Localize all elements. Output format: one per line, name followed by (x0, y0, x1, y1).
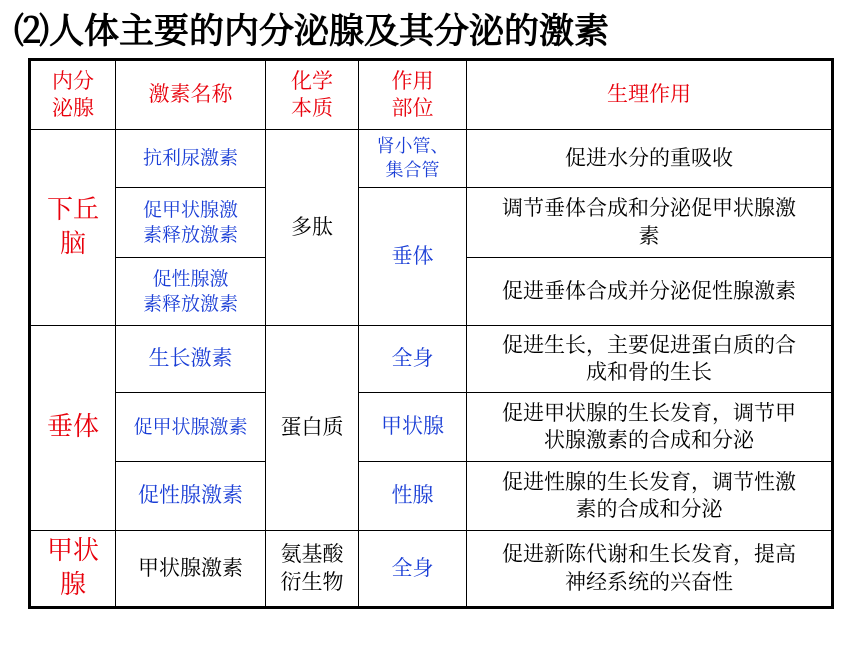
physiological-function: 促进生长，主要促进蛋白质的合 成和骨的生长 (467, 326, 833, 393)
header-target: 作用 部位 (359, 60, 467, 130)
table-row (30, 326, 833, 393)
header-gland: 内分 泌腺 (30, 60, 116, 130)
table-row (30, 393, 833, 462)
target-site: 性腺 (359, 462, 467, 531)
target-site: 全身 (359, 326, 467, 393)
header-function: 生理作用 (467, 60, 833, 130)
hormone-name: 甲状腺激素 (116, 531, 266, 608)
physiological-function: 促进新陈代谢和生长发育，提高 神经系统的兴奋性 (467, 531, 833, 608)
target-site: 甲状腺 (359, 393, 467, 462)
page-title: ⑵人体主要的内分泌腺及其分泌的激素 (14, 12, 610, 52)
table-row (30, 188, 833, 258)
gland-hypothalamus: 下丘 脑 (30, 130, 116, 326)
hormone-name: 促甲状腺激 素释放激素 (116, 188, 266, 258)
hormone-name: 抗利尿激素 (116, 130, 266, 188)
chemical-nature: 蛋白质 (266, 326, 359, 531)
table-row (30, 130, 833, 188)
target-site: 全身 (359, 531, 467, 608)
chemical-nature: 多肽 (266, 130, 359, 326)
target-site: 肾小管、 集合管 (359, 130, 467, 188)
table-row (30, 462, 833, 531)
header-row (30, 60, 833, 130)
gland-pituitary: 垂体 (30, 326, 116, 531)
physiological-function: 促进水分的重吸收 (467, 130, 833, 188)
table-row (30, 531, 833, 608)
hormone-table (28, 58, 834, 609)
hormone-name: 生长激素 (116, 326, 266, 393)
physiological-function: 促进垂体合成并分泌促性腺激素 (467, 258, 833, 326)
target-site: 垂体 (359, 188, 467, 326)
physiological-function: 调节垂体合成和分泌促甲状腺激 素 (467, 188, 833, 258)
hormone-name: 促性腺激素 (116, 462, 266, 531)
physiological-function: 促进甲状腺的生长发育，调节甲 状腺激素的合成和分泌 (467, 393, 833, 462)
header-nature: 化学 本质 (266, 60, 359, 130)
chemical-nature: 氨基酸 衍生物 (266, 531, 359, 608)
gland-thyroid: 甲状 腺 (30, 531, 116, 608)
physiological-function: 促进性腺的生长发育，调节性激 素的合成和分泌 (467, 462, 833, 531)
header-hormone: 激素名称 (116, 60, 266, 130)
hormone-name: 促性腺激 素释放激素 (116, 258, 266, 326)
hormone-name: 促甲状腺激素 (116, 393, 266, 462)
